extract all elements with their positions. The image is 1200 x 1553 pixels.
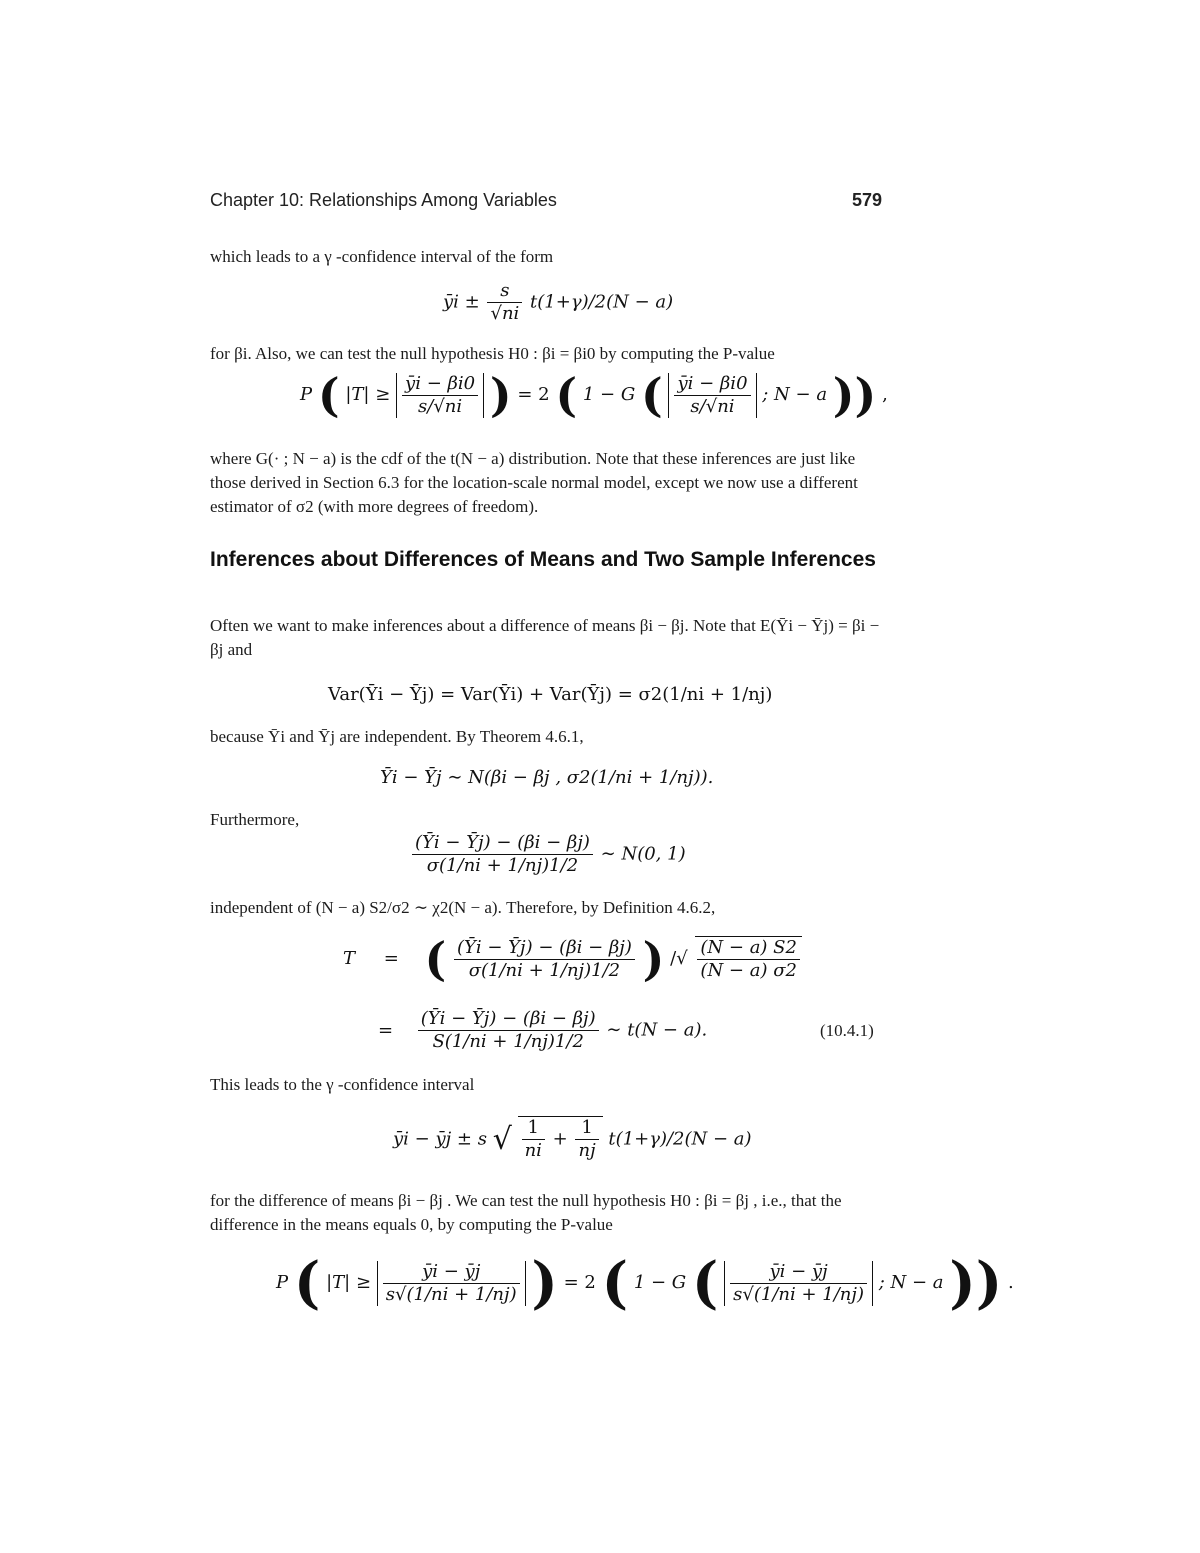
equation-number: (10.4.1) [820, 1021, 874, 1040]
pval1-oneminus: 1 − G [582, 384, 636, 405]
paren-open-p2-3: ( [691, 1250, 719, 1316]
comma: , [882, 384, 888, 405]
T2-num: (Ȳi − Ȳj) − (βi − βj) [418, 1008, 599, 1031]
pval2-tail: ; N − a [878, 1272, 944, 1293]
T-num: (Ȳi − Ȳj) − (βi − βj) [454, 937, 635, 960]
chapter-title: Chapter 10: Relationships Among Variables [210, 190, 557, 210]
pval2-den: s√(1/ni + 1/nj) [385, 1283, 517, 1305]
paragraph-5: because Ȳi and Ȳj are independent. By Theorem 4.6.1, [210, 727, 584, 746]
ci1-fraction [487, 280, 522, 325]
T-sqrt-fraction [695, 936, 802, 982]
paragraph-3: where G(· ; N − a) is the cdf of the t(N − a) distribution. Note that these inferences are just like those derived in Section 6.3 for the location-scale normal model, except we now use a different estimator of σ2 (with more degrees of freedom). [210, 449, 858, 516]
std-fraction [412, 832, 593, 877]
pval2-num-2: ȳi − ȳj [730, 1261, 867, 1284]
pval2-oneminus: 1 − G [633, 1272, 687, 1293]
pval1-den-2: s/√ni [690, 395, 735, 417]
ci1-rhs: t(1+γ)/2(N − a) [530, 291, 674, 313]
page-number: 579 [851, 190, 882, 210]
variance-equation: Var(Ȳi − Ȳj) = Var(Ȳi) + Var(Ȳj) = σ2(1/ni + 1/nj) [328, 684, 773, 705]
pval2-absT: |T| ≥ [326, 1272, 372, 1293]
ci2-lhs: ȳi − ȳj ± s [393, 1128, 487, 1150]
ci1-den: √ni [490, 303, 520, 324]
pval2-P: P [276, 1272, 289, 1293]
T2-fraction [418, 1008, 599, 1053]
pvalue-equation-1 [300, 368, 888, 422]
ci2-plus: + [552, 1128, 568, 1150]
std-num: (Ȳi − Ȳj) − (βi − βj) [412, 832, 593, 855]
pval2-fraction [383, 1261, 520, 1306]
pval1-num-2: ȳi − βi0 [674, 373, 750, 396]
ci2-rhs: t(1+γ)/2(N − a) [608, 1128, 752, 1150]
T-den: σ(1/ni + 1/nj)1/2 [468, 959, 621, 981]
std-rhs: ∼ N(0, 1) [600, 843, 686, 865]
paren-close-p2: ) [531, 1250, 558, 1316]
paren-open-p2-2: ( [601, 1250, 629, 1316]
pval1-abs-2 [668, 373, 756, 418]
pval1-fraction-2 [674, 373, 750, 418]
T2-den: S(1/ni + 1/nj)1/2 [432, 1031, 584, 1052]
T-rden: (N − a) σ2 [700, 960, 797, 981]
ci1-num: s [487, 280, 522, 303]
paragraph-4: Often we want to make inferences about a difference of means βi − βj. Note that E(Ȳi − Ȳj) = βi − βj and [210, 616, 880, 659]
slash: /√ [670, 948, 688, 969]
pval2-abs-2 [724, 1261, 873, 1306]
sqrt-sign: √ [492, 1122, 512, 1157]
paren-open-T: ( [424, 932, 447, 986]
ci2-frac1-num: 1 [522, 1117, 545, 1140]
pval1-den: s/√ni [418, 395, 463, 417]
ci2-frac1-den: ni [524, 1140, 542, 1161]
eq-sign-2: = [378, 1019, 394, 1041]
pval2-fraction-2 [730, 1261, 867, 1306]
t-statistic-line-2 [378, 1008, 707, 1053]
paragraph-8: This leads to the γ -confidence interval [210, 1075, 475, 1094]
paren-open-3: ( [640, 368, 663, 422]
paren-close-2: )) [832, 368, 877, 422]
paragraph-2: for βi. Also, we can test the null hypothesis H0 : βi = βi0 by computing the P-value [210, 344, 775, 363]
pval2-den-2: s√(1/ni + 1/nj) [733, 1283, 864, 1305]
std-den: σ(1/ni + 1/nj)1/2 [426, 855, 579, 876]
pval1-P: P [300, 384, 313, 405]
confidence-interval-equation [443, 280, 673, 325]
ci2-frac1 [522, 1117, 545, 1162]
T-lhs: T [343, 948, 356, 969]
pval1-mid: = 2 [517, 384, 550, 405]
pval1-absT: |T| ≥ [345, 384, 391, 405]
pval1-num: ȳi − βi0 [402, 373, 478, 396]
pval2-num: ȳi − ȳj [383, 1261, 520, 1284]
paren-close: ) [489, 368, 512, 422]
paren-open-2: ( [555, 368, 578, 422]
pval2-abs [377, 1261, 526, 1306]
T-rnum: (N − a) S2 [697, 937, 800, 960]
paren-open: ( [317, 368, 340, 422]
pval1-tail: ; N − a [762, 384, 828, 405]
paren-close-p2-2: )) [949, 1250, 1003, 1316]
pval1-abs [396, 373, 484, 418]
T2-rhs: ∼ t(N − a). [606, 1019, 708, 1041]
section-heading: Inferences about Differences of Means and Two Sample Inferences [210, 548, 876, 571]
paragraph-7: independent of (N − a) S2/σ2 ∼ χ2(N − a). Therefore, by Definition 4.6.2, [210, 898, 716, 917]
paren-open-p2: ( [293, 1250, 321, 1316]
standardized-equation [410, 832, 686, 877]
paragraph-9: for the difference of means βi − βj . We can test the null hypothesis H0 : βi = βj , i.e., that the difference in the means equals 0, by computing the P-value [210, 1191, 842, 1234]
pvalue-equation-2 [276, 1250, 1014, 1316]
running-header [210, 190, 882, 211]
pval2-end: . [1008, 1272, 1014, 1293]
confidence-interval-equation-2 [393, 1116, 752, 1162]
ci2-sqrt [518, 1116, 603, 1162]
T-fraction [454, 937, 635, 982]
ci1-lhs: ȳi ± [443, 291, 480, 313]
ci2-frac2-den: nj [578, 1140, 596, 1161]
paren-close-T: ) [642, 932, 665, 986]
ci2-frac2-num: 1 [575, 1117, 598, 1140]
pval1-fraction [402, 373, 478, 418]
t-statistic-line-1 [343, 932, 804, 986]
paragraph-6: Furthermore, [210, 810, 300, 829]
paragraph-1: which leads to a γ -confidence interval of the form [210, 247, 554, 266]
ci2-frac2 [575, 1117, 598, 1162]
eq-sign-1: = [383, 948, 399, 969]
distribution-equation: Ȳi − Ȳj ∼ N(βi − βj , σ2(1/ni + 1/nj)). [380, 767, 714, 788]
pval2-mid: = 2 [563, 1272, 596, 1293]
